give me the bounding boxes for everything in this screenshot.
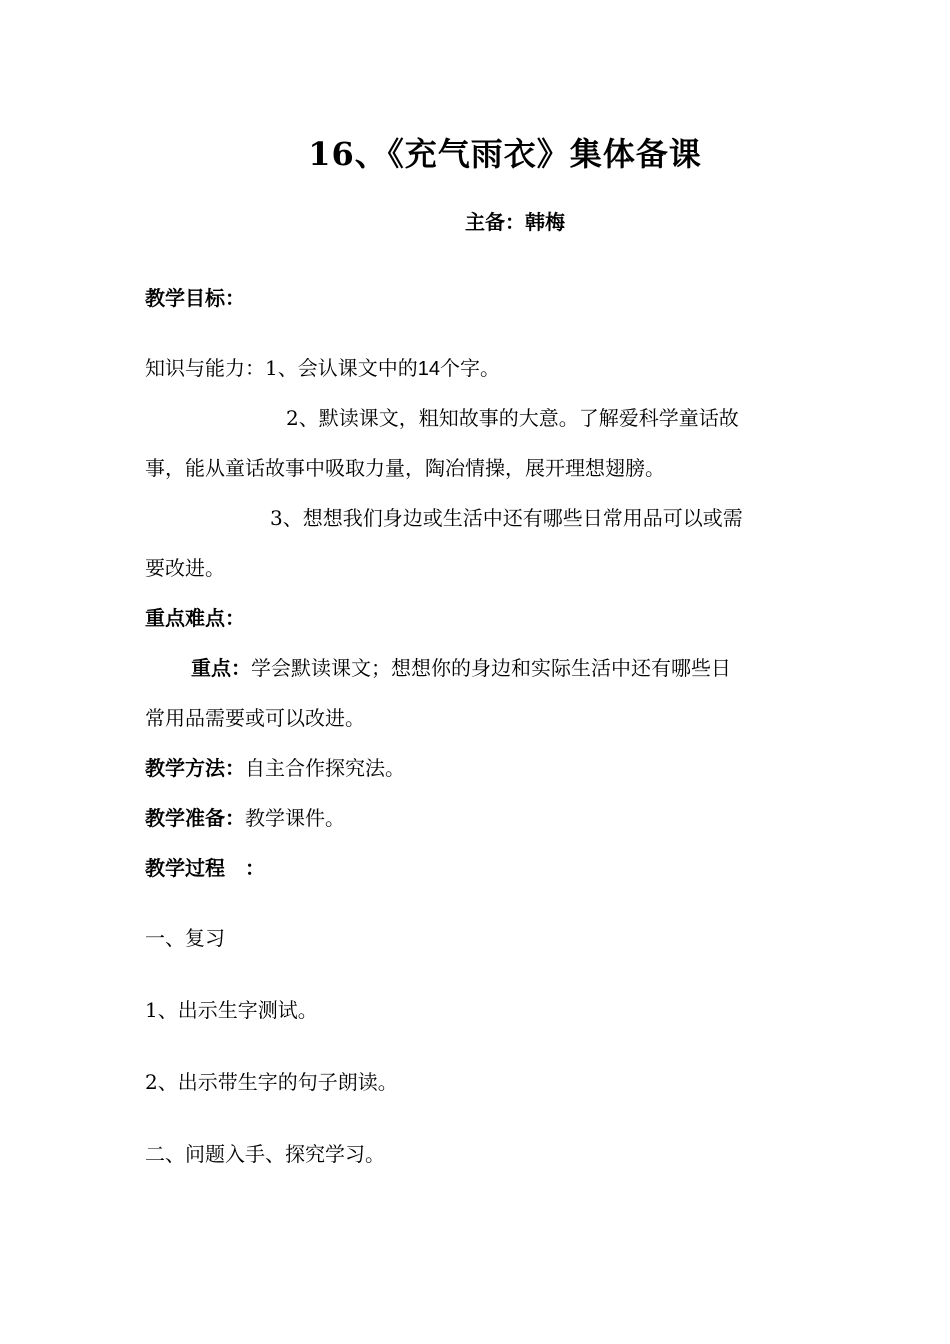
goals-heading: 教学目标： <box>145 286 245 310</box>
section-review: 一、复习 <box>145 926 225 950</box>
goal-1-number: 14 <box>417 358 440 380</box>
process-heading: 教学过程 ： <box>145 856 265 880</box>
keypoint-line-2: 常用品需要或可以改进。 <box>145 706 365 730</box>
method-line <box>145 754 405 782</box>
keypoint-label: 重点： <box>191 656 251 680</box>
prep-line <box>145 804 345 832</box>
prep-label: 教学准备： <box>145 806 245 830</box>
goal-2-line-2: 事，能从童话故事中吸取力量，陶冶情操，展开理想翅膀。 <box>145 456 665 480</box>
prep-text: 教学课件。 <box>245 806 345 830</box>
document-title: 16、《充气雨衣》集体备课 <box>308 135 702 173</box>
keypoint-line-1 <box>191 654 731 682</box>
keypoint-text: 学会默读课文；想想你的身边和实际生活中还有哪些日 <box>251 656 731 680</box>
review-item-1: 1、出示生字测试。 <box>145 998 318 1022</box>
section-explore: 二、问题入手、探究学习。 <box>145 1142 385 1166</box>
goal-2-line-1: 2、默读课文，粗知故事的大意。了解爱科学童话故 <box>286 406 739 430</box>
goal-3-line-2: 要改进。 <box>145 556 225 580</box>
goal-1-prefix: 知识与能力：1、会认课文中的 <box>145 356 418 380</box>
goal-1-suffix: 个字。 <box>439 356 500 380</box>
goal-3-line-1: 3、想想我们身边或生活中还有哪些日常用品可以或需 <box>270 506 743 530</box>
document-author: 主备：韩梅 <box>465 210 565 234</box>
method-text: 自主合作探究法。 <box>245 756 405 780</box>
goal-1 <box>145 354 500 383</box>
keypoints-heading: 重点难点： <box>145 606 245 630</box>
method-label: 教学方法： <box>145 756 245 780</box>
review-item-2: 2、出示带生字的句子朗读。 <box>145 1070 398 1094</box>
